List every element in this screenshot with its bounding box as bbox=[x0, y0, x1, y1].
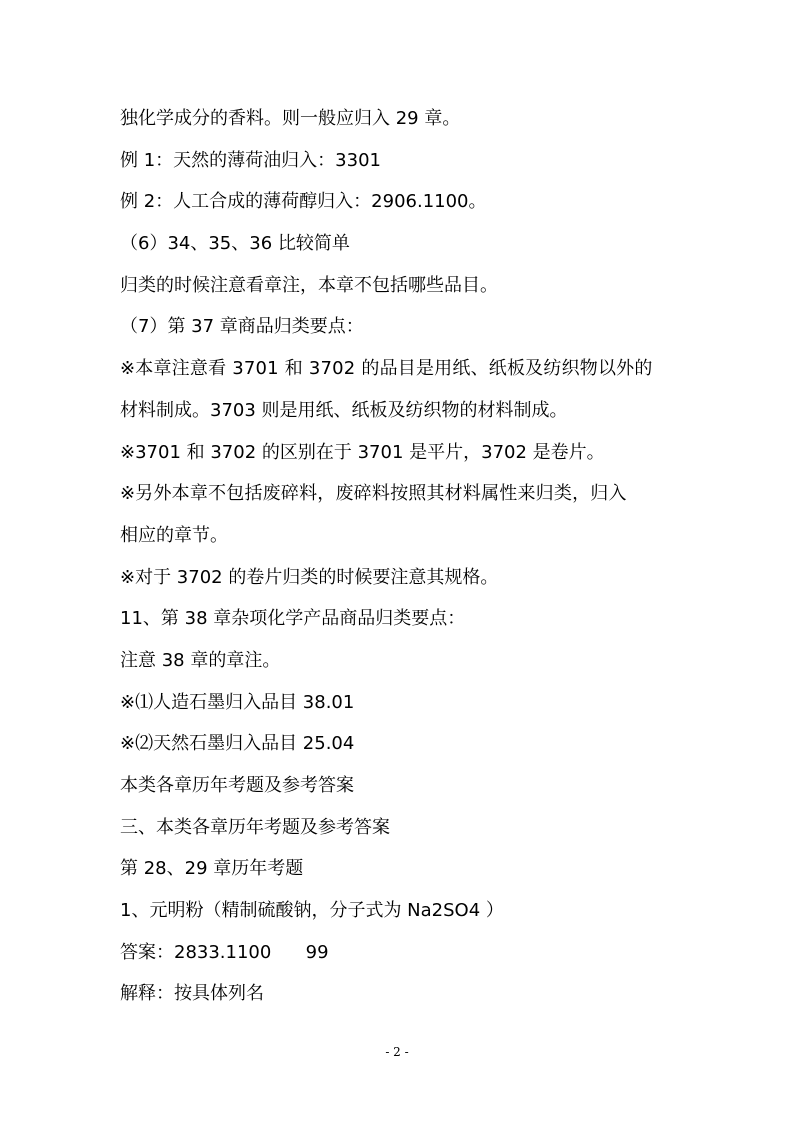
text-line: 第 28、29 章历年考题 bbox=[120, 858, 304, 880]
page-number: - 2 - bbox=[385, 1045, 409, 1059]
text-line: 例 1：天然的薄荷油归入：3301 bbox=[120, 149, 381, 171]
text-line: 材料制成。3703 则是用纸、纸板及纺织物的材料制成。 bbox=[120, 399, 568, 421]
text-line: 注意 38 章的章注。 bbox=[120, 649, 281, 671]
text-line: 本类各章历年考题及参考答案 bbox=[120, 775, 354, 796]
text-line: 1、元明粉（精制硫酸钠，分子式为 Na2SO4 ） bbox=[120, 900, 504, 922]
text-line: ※本章注意看 3701 和 3702 的品目是用纸、纸板及纺织物以外的 bbox=[120, 358, 653, 380]
text-line: （6）34、35、36 比较简单 bbox=[120, 233, 350, 255]
text-line: ※对于 3702 的卷片归类的时候要注意其规格。 bbox=[120, 566, 499, 588]
text-line: 独化学成分的香料。则一般应归入 29 章。 bbox=[120, 108, 461, 129]
document-body bbox=[120, 104, 690, 1021]
text-line: 解释：按具体列名 bbox=[120, 983, 264, 1005]
text-line: 归类的时候注意看章注，本章不包括哪些品目。 bbox=[120, 274, 498, 296]
text-line: ※⑵天然石墨归入品目 25.04 bbox=[120, 733, 355, 755]
text-line: 例 2：人工合成的薄荷醇归入：2906.1100。 bbox=[120, 191, 487, 213]
text-line: ※3701 和 3702 的区别在于 3701 是平片，3702 是卷片。 bbox=[120, 441, 605, 463]
text-line: 三、本类各章历年考题及参考答案 bbox=[120, 816, 390, 838]
text-line: 答案：2833.1100 99 bbox=[120, 941, 329, 963]
text-line: ※另外本章不包括废碎料，废碎料按照其材料属性来归类，归入 bbox=[120, 483, 627, 505]
text-line: 11、第 38 章杂项化学产品商品归类要点： bbox=[120, 608, 466, 630]
text-line: 相应的章节。 bbox=[120, 524, 228, 546]
text-line: ※⑴人造石墨归入品目 38.01 bbox=[120, 691, 355, 713]
text-line: （7）第 37 章商品归类要点： bbox=[120, 316, 364, 338]
